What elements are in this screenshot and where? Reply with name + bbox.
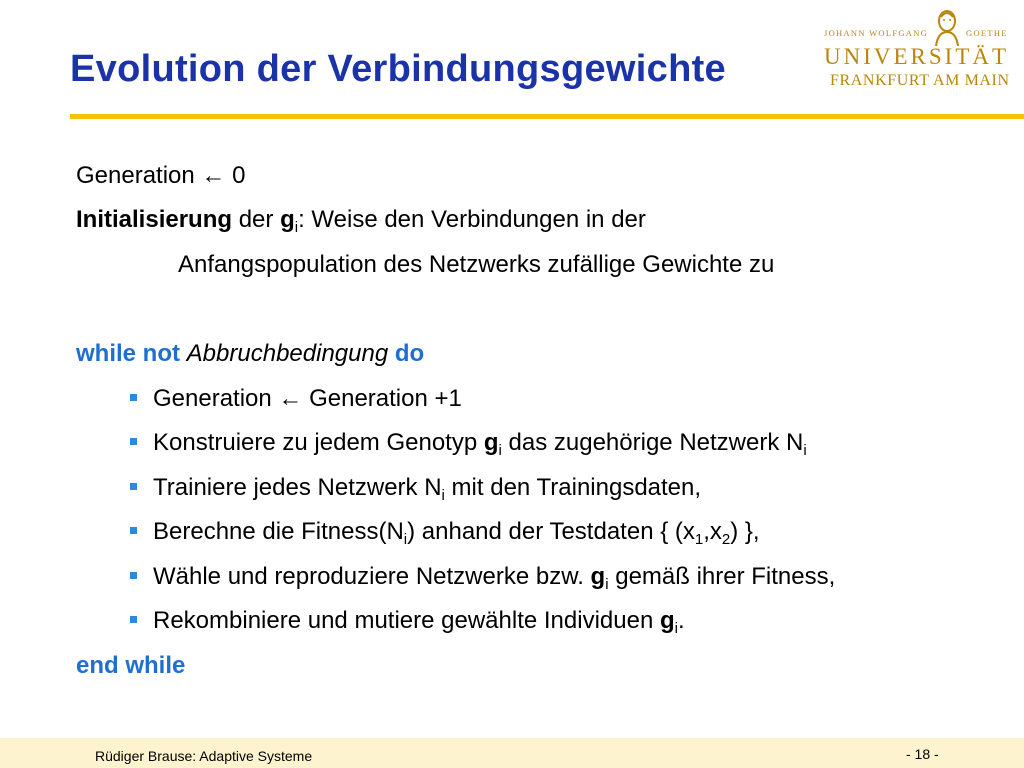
logo-university: UNIVERSITÄT bbox=[824, 44, 1010, 69]
logo-top-right: GOETHE bbox=[966, 28, 1008, 38]
logo-city: FRANKFURT AM MAIN bbox=[830, 72, 1010, 89]
slide-footer bbox=[0, 738, 1024, 768]
abbruch-condition: Abbruchbedingung bbox=[186, 340, 389, 367]
generation-init-line: Generation ← 0 bbox=[76, 162, 246, 189]
goethe-portrait-icon bbox=[932, 8, 962, 48]
list-item: Generation ← Generation +1 bbox=[130, 385, 462, 413]
list-item: Trainiere jedes Netzwerk $N_i$ mit den Trainingsdaten, bbox=[130, 474, 701, 502]
list-item: Rekombiniere und mutiere gewählte Individuen $g_i$. bbox=[130, 607, 685, 635]
list-item: Berechne die $Fitness(N_i)$ anhand der Testdaten { $(x_1,x_2)$ }, bbox=[130, 518, 760, 546]
bullet-icon bbox=[130, 616, 137, 623]
while-not-keyword: while not bbox=[76, 340, 180, 367]
list-item: Konstruiere zu jedem Genotyp $g_i$ das zugehörige Netzwerk $N_i$ bbox=[130, 429, 807, 457]
list-item: Wähle und reproduziere Netzwerke bzw. $g_i$ gemäß ihrer Fitness, bbox=[130, 563, 835, 591]
slide-title: Evolution der Verbindungsgewichte bbox=[70, 48, 726, 90]
bullet-icon bbox=[130, 394, 137, 401]
end-while-keyword: end while bbox=[76, 652, 186, 679]
bullet-icon bbox=[130, 572, 137, 579]
title-divider bbox=[70, 114, 1024, 119]
initialisierung-label: Initialisierung bbox=[76, 206, 233, 233]
do-keyword: do bbox=[394, 340, 425, 367]
bullet-icon bbox=[130, 527, 137, 534]
page-number: - 18 - bbox=[906, 746, 939, 762]
logo-top-left: JOHANN WOLFGANG bbox=[824, 28, 929, 38]
bullet-icon bbox=[130, 483, 137, 490]
initialisierung-line: Initialisierung der $g_i$: Weise den Verbindungen in der bbox=[76, 206, 646, 236]
initialisierung-continuation: Anfangspopulation des Netzwerks zufällige Gewichte zu bbox=[178, 251, 775, 278]
footer-author: Rüdiger Brause: Adaptive Systeme bbox=[95, 748, 313, 764]
bullet-icon bbox=[130, 438, 137, 445]
while-line bbox=[76, 340, 424, 368]
university-logo bbox=[820, 6, 1020, 96]
